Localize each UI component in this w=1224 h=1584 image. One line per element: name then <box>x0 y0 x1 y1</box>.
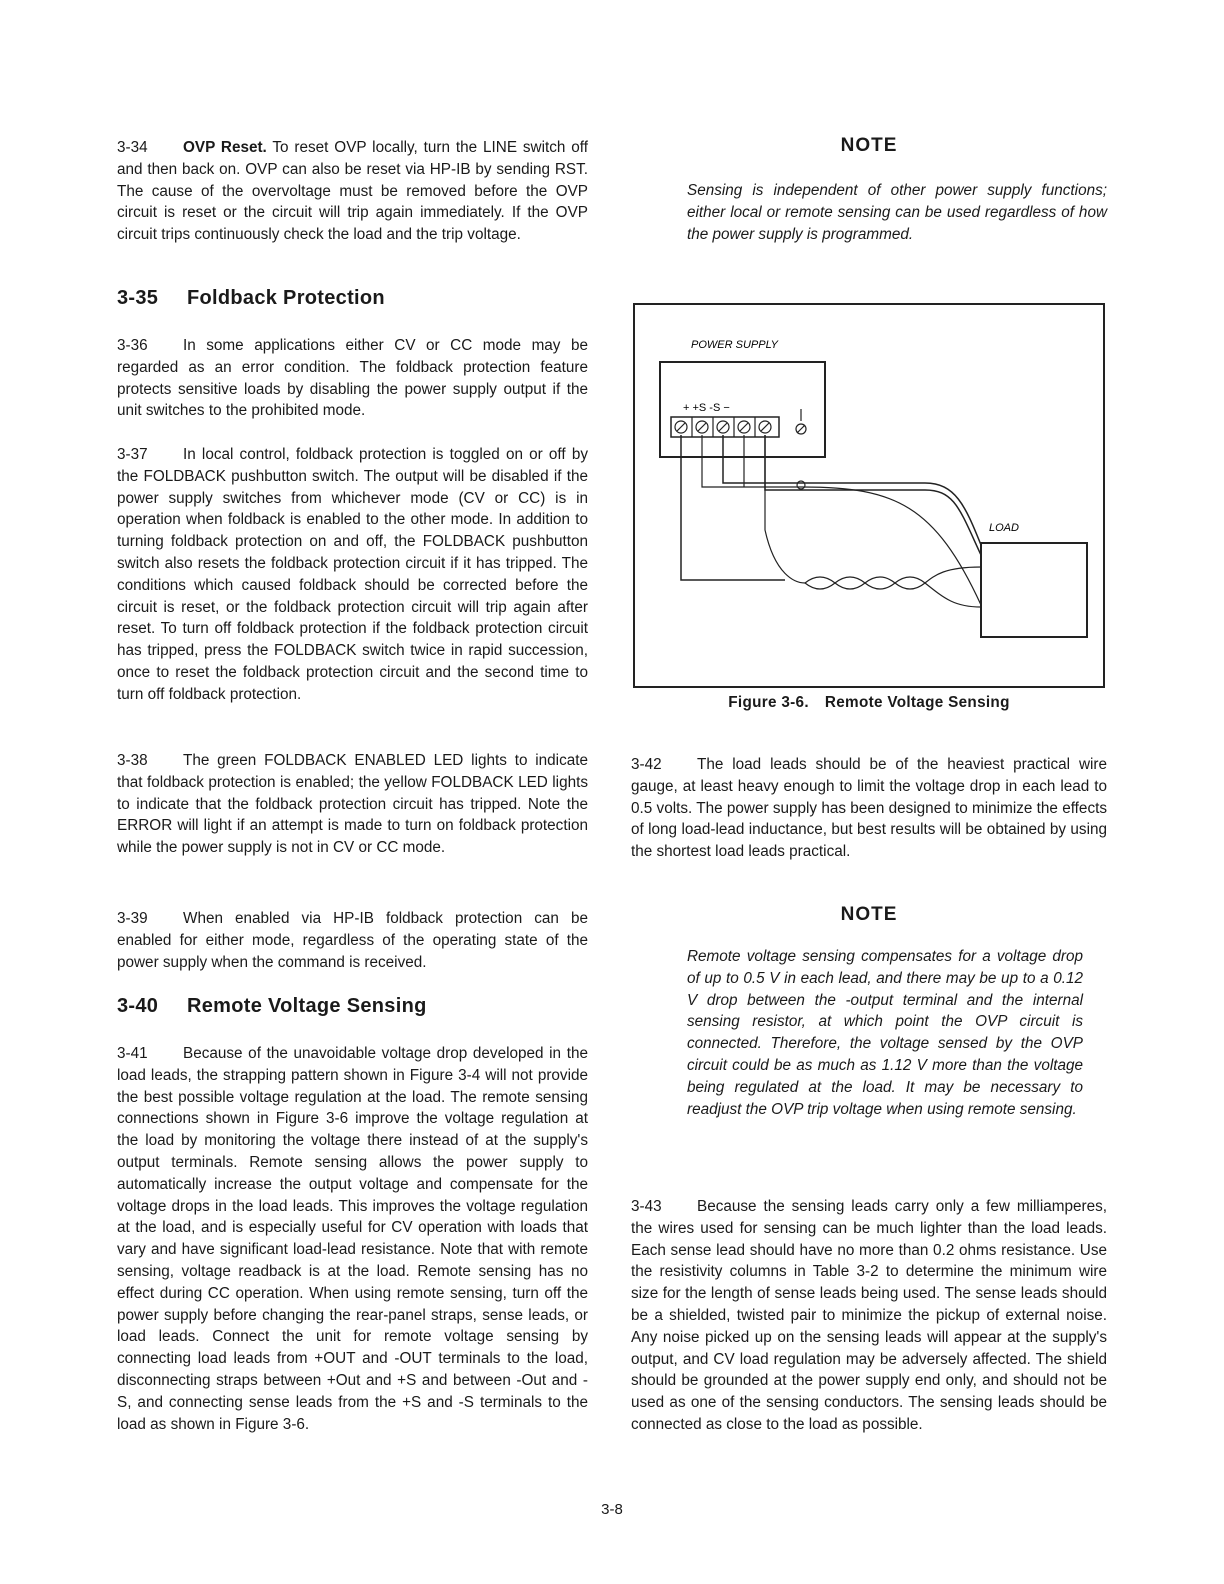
section-title: Foldback Protection <box>187 287 385 309</box>
paragraph-text: In local control, foldback protection is toggled on or off by the FOLDBACK pushbutton switch. The output will be disabled if the power supply switches from whichever mode (CV or CC) is in operation when foldback is enabled to the other mode. In addition to turning foldback protection on and off, the FOLDBACK pushbutton switch also resets the foldback protection circuit if it has tripped. The conditions which caused foldback should be corrected before the circuit is reset, or the foldback protection circuit will trip again after reset. To turn off foldback protection if the foldback protection circuit has tripped, press the FOLDBACK switch twice in rapid succession, once to reset the foldback protection circuit and the second time to turn off foldback protection. <box>117 446 588 703</box>
figure-caption-title: Remote Voltage Sensing <box>824 694 1010 711</box>
paragraph-number: 3-41 <box>117 1045 148 1062</box>
load-box <box>981 543 1087 637</box>
figure-remote-voltage-sensing <box>633 303 1105 688</box>
section-title: Remote Voltage Sensing <box>187 995 427 1017</box>
paragraph-text: The green FOLDBACK ENABLED LED lights to indicate that foldback protection is enabled; the yellow FOLDBACK LED lights to indicate that the foldback protection circuit has tripped. Note the ERROR will light if an attempt is made to turn on foldback protection while the power supply is not in CV or CC mode. <box>117 752 588 857</box>
paragraph-text: In some applications either CV or CC mode may be regarded as an error condition. The foldback protection feature protects sensitive loads by disabling the power supply output if the unit switches to the prohibited mode. <box>117 337 588 420</box>
paragraph-number: 3-38 <box>117 752 148 769</box>
load-label: LOAD <box>989 522 1019 534</box>
paragraph-text: To reset OVP locally, turn the LINE switch off and then back on. OVP can also be reset via HP-IB by sending RST. The cause of the overvoltage must be removed before the OVP circuit is reset or the circuit will trip again immediately. If the OVP circuit trips continuously check the load and the trip voltage. <box>117 139 588 244</box>
section-heading-3-40 <box>117 995 427 1018</box>
section-number: 3-35 <box>117 287 159 309</box>
paragraph-text: When enabled via HP-IB foldback protection can be enabled for either mode, regardless of the operating state of the power supply when the command is received. <box>117 910 588 971</box>
paragraph-number: 3-34 <box>117 139 148 156</box>
paragraph-text: Because the sensing leads carry only a few milliamperes, the wires used for sensing can be much lighter than the load leads. Each sense lead should have no more than 0.2 ohms resistance. Use the resistivity columns in Table 3-2 to determine the minimum wire size for the length of sense leads being used. The sense leads should be a shielded, twisted pair to minimize the pickup of external noise. Any noise picked up on the sensing leads will appear at the supply's output, and CV load regulation may be adversely affected. The shield should be grounded at the power supply end only, and should not be used as one of the sensing conductors. The sensing leads should be connected as close to the load as possible. <box>631 1198 1107 1433</box>
paragraph-lead: OVP Reset. <box>183 139 267 156</box>
note-title: NOTE <box>840 904 898 925</box>
note-body: Sensing is independent of other power supply functions; either local or remote sensing can be used regardless of how the power supply is programmed. <box>687 182 1107 243</box>
ground-terminal <box>796 409 806 434</box>
paragraph-3-39 <box>117 908 588 973</box>
paragraph-3-41 <box>117 1043 588 1435</box>
paragraph-3-38 <box>117 750 588 859</box>
paragraph-3-36 <box>117 335 588 422</box>
power-supply-label: POWER SUPPLY <box>691 339 779 351</box>
paragraph-3-42 <box>631 754 1107 863</box>
terminal-labels: + +S -S − <box>683 402 730 414</box>
sense-leads <box>702 435 981 607</box>
figure-caption-number: Figure 3-6. <box>728 694 809 711</box>
paragraph-3-43 <box>631 1196 1107 1436</box>
paragraph-3-34 <box>117 137 588 246</box>
terminal-screws <box>675 417 771 437</box>
paragraph-text: Because of the unavoidable voltage drop developed in the load leads, the strapping pattern shown in Figure 3-4 will not provide the best possible voltage regulation at the load. The remote sensing connections shown in Figure 3-6 improve the voltage regulation at the load by monitoring the voltage there instead of at the supply's output terminals. Remote sensing allows the power supply to automatically increase the output voltage and compensate for the voltage drops in the load leads. This improves the voltage regulation at the load, and is especially useful for CV operation with loads that vary and have significant load-lead resistance. Note that with remote sensing, voltage readback is at the load. Remote sensing has no effect during CC operation. When using remote sensing, turn off the power supply before changing the rear-panel straps, sense leads, or load leads. Connect the unit for remote voltage sensing by connecting load leads from +OUT and -OUT terminals to the load, disconnecting straps between +Out and +S and between -Out and -S, and connecting sense leads from the +S and -S terminals to the load as shown in Figure 3-6. <box>117 1045 588 1433</box>
paragraph-number: 3-36 <box>117 337 148 354</box>
paragraph-number: 3-39 <box>117 910 148 927</box>
paragraph-number: 3-37 <box>117 446 148 463</box>
wiring-diagram <box>635 305 1103 686</box>
section-number: 3-40 <box>117 995 159 1017</box>
paragraph-number: 3-43 <box>631 1198 662 1215</box>
paragraph-3-37 <box>117 444 588 706</box>
section-heading-3-35 <box>117 287 385 310</box>
page-number: 3-8 <box>601 1501 623 1518</box>
paragraph-number: 3-42 <box>631 756 662 773</box>
note-title: NOTE <box>840 135 898 156</box>
note-body: Remote voltage sensing compensates for a voltage drop of up to 0.5 V in each lead, and there may be up to a 0.12 V drop between the -output terminal and the internal sensing resistor, at which point the OVP circuit is connected. Therefore, the voltage sensed by the OVP circuit could be as much as 1.12 V more than the voltage being regulated at the load. It may be necessary to readjust the OVP trip voltage when using remote sensing. <box>687 948 1083 1118</box>
figure-caption <box>633 694 1105 712</box>
paragraph-text: The load leads should be of the heaviest practical wire gauge, at least heavy enough to limit the voltage drop in each lead to 0.5 volts. The power supply has been designed to minimize the effects of long load-lead inductance, but best results will be obtained by using the shortest load leads practical. <box>631 756 1107 861</box>
